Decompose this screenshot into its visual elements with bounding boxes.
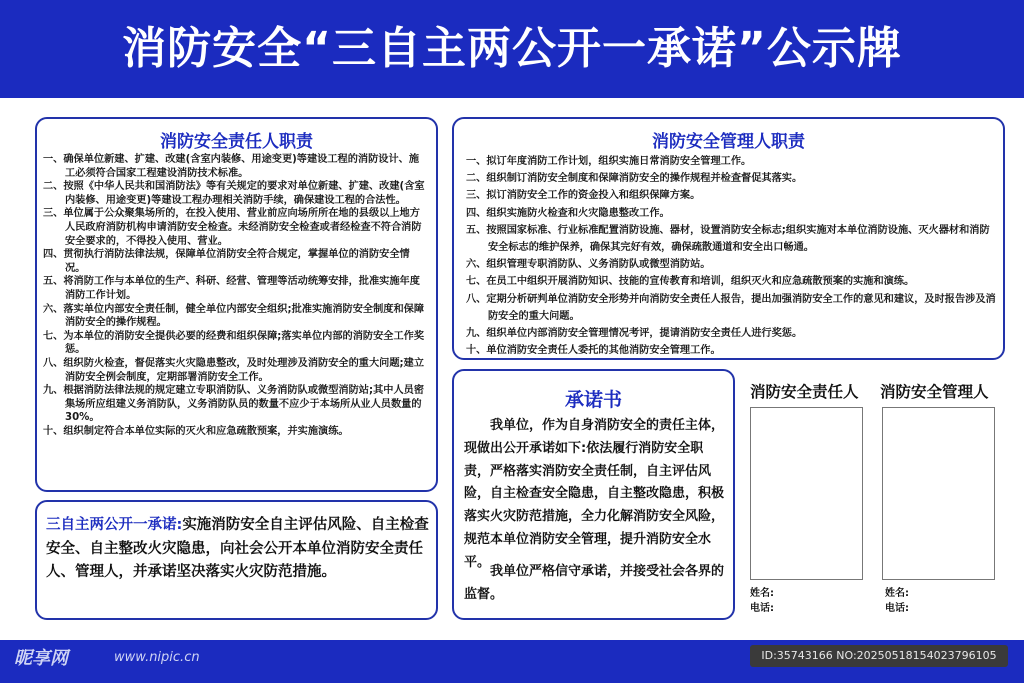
responsible-duty-item: 八、组织防火检查，督促落实火灾隐患整改，及时处理涉及消防安全的重大问题;建立消防安全例会制度，定期部署消防安全工作。 xyxy=(43,357,425,383)
responsible-photo-box xyxy=(750,407,863,580)
commitment-summary-box xyxy=(35,500,438,620)
manager-duty-item: 十、单位消防安全责任人委托的其他消防安全管理工作。 xyxy=(466,345,721,357)
commitment-body: 实施消防安全自主评估风险、自主检查安全、自主整改火灾隐患，向社会公开本单位消防安全责任人、管理人，并承诺坚决落实火灾防范措施。 xyxy=(46,517,429,580)
responsible-name-label: 姓名: xyxy=(750,588,774,599)
manager-duty-item: 九、组织单位内部消防安全管理情况考评，提请消防安全责任人进行奖惩。 xyxy=(466,328,803,340)
manager-photo-box xyxy=(882,407,995,580)
responsible-duties-panel xyxy=(35,117,438,492)
responsible-duty-item: 十、组织制定符合本单位实际的灭火和应急疏散预案，并实施演练。 xyxy=(43,425,349,437)
commitment-summary-text xyxy=(46,514,431,585)
manager-duty-item: 一、拟订年度消防工作计划，组织实施日常消防安全管理工作。 xyxy=(466,156,752,167)
responsible-duty-item: 一、确保单位新建、扩建、改建(含室内装修、用途变更)等建设工程的消防设计、施工必须符合国家工程建设消防技术标准。 xyxy=(43,154,420,179)
manager-person-label: 消防安全管理人 xyxy=(880,383,989,401)
responsible-duty-item: 三、单位属于公众聚集场所的，在投入使用、营业前应向场所所在地的县级以上地方人民政府消防机构申请消防安全检查。未经消防安全检查或者经检查不符合消防安全要求的，不得投入使用、营业。 xyxy=(43,208,422,247)
manager-duty-item: 七、在员工中组织开展消防知识、技能的宣传教育和培训，组织灭火和应急疏散预案的实施和演练。 xyxy=(466,276,915,288)
commitment-label: 三自主两公开一承诺: xyxy=(46,517,183,533)
manager-duties-panel xyxy=(452,117,1005,360)
responsible-duty-item: 五、将消防工作与本单位的生产、科研、经营、管理等活动统筹安排，批准实施年度消防工作计划。 xyxy=(43,276,420,301)
manager-duty-item: 八、定期分析研判单位消防安全形势并向消防安全责任人报告，提出加强消防安全工作的意见和建议，及时报告涉及消防安全的重大问题。 xyxy=(466,293,996,322)
watermark-url: www.nipic.cn xyxy=(114,650,200,665)
manager-duties-list xyxy=(466,153,996,359)
manager-duty-item: 四、组织实施防火检查和火灾隐患整改工作。 xyxy=(466,207,670,219)
responsible-duty-item: 二、按照《中华人民共和国消防法》等有关规定的要求对单位新建、扩建、改建(含室内装修、用途变更)等建设工程办理相关消防手续，确保建设工程的合法性。 xyxy=(43,181,425,206)
manager-name-label: 姓名: xyxy=(885,588,909,599)
manager-phone-label: 电话: xyxy=(885,603,909,614)
manager-duty-item: 三、拟订消防安全工作的资金投入和组织保障方案。 xyxy=(466,190,701,202)
pledge-paragraph-1: 我单位，作为自身消防安全的责任主体，现做出公开承诺如下:依法履行消防安全职责，严格落实消防安全责任制，自主评估风险，自主检查安全隐患，自主整改隐患，积极落实火灾防范措施，全力化解消防安全风险，规范本单位消防安全管理，提升消防安全水平。 xyxy=(464,418,725,570)
pledge-paragraph-2: 我单位严格信守承诺，并接受社会各界的监督。 xyxy=(464,564,725,602)
responsible-duty-item: 九、根据消防法律法规的规定建立专职消防队、义务消防队或微型消防站;其中人员密集场所应组建义务消防队，义务消防队员的数量不应少于本场所从业人员数量的30%。 xyxy=(43,385,425,424)
responsible-duties-title: 消防安全责任人职责 xyxy=(160,132,313,152)
watermark-logo: 昵享网 xyxy=(14,648,68,669)
responsible-duties-list xyxy=(43,153,428,438)
responsible-phone-label: 电话: xyxy=(750,603,774,614)
manager-duty-item: 五、按照国家标准、行业标准配置消防设施、器材，设置消防安全标志;组织实施对本单位消防设施、灭火器材和消防安全标志的维护保养，确保其完好有效，确保疏散通道和安全出口畅通。 xyxy=(466,224,990,254)
responsible-duty-item: 七、为本单位的消防安全提供必要的经费和组织保障;落实单位内部的消防安全工作奖惩。 xyxy=(43,330,425,356)
pledge-title: 承诺书 xyxy=(564,389,622,411)
manager-duty-item: 六、组织管理专职消防队、义务消防队或微型消防站。 xyxy=(466,259,711,271)
responsible-duty-item: 六、落实单位内部安全责任制，健全单位内部安全组织;批准实施消防安全制度和保障消防安全的操作规程。 xyxy=(43,303,425,329)
manager-duties-title: 消防安全管理人职责 xyxy=(652,132,805,152)
pledge-panel xyxy=(452,369,735,620)
image-id-text: ID:35743166 NO:20250518154023796105 xyxy=(761,649,997,662)
responsible-duty-item: 四、贯彻执行消防法律法规，保障单位消防安全符合规定，掌握单位的消防安全情况。 xyxy=(43,249,410,274)
page-title: 消防安全“三自主两公开一承诺”公示牌 xyxy=(122,23,902,74)
manager-duty-item: 二、组织制订消防安全制度和保障消防安全的操作规程并检查督促其落实。 xyxy=(466,173,803,185)
responsible-person-label: 消防安全责任人 xyxy=(750,383,859,401)
